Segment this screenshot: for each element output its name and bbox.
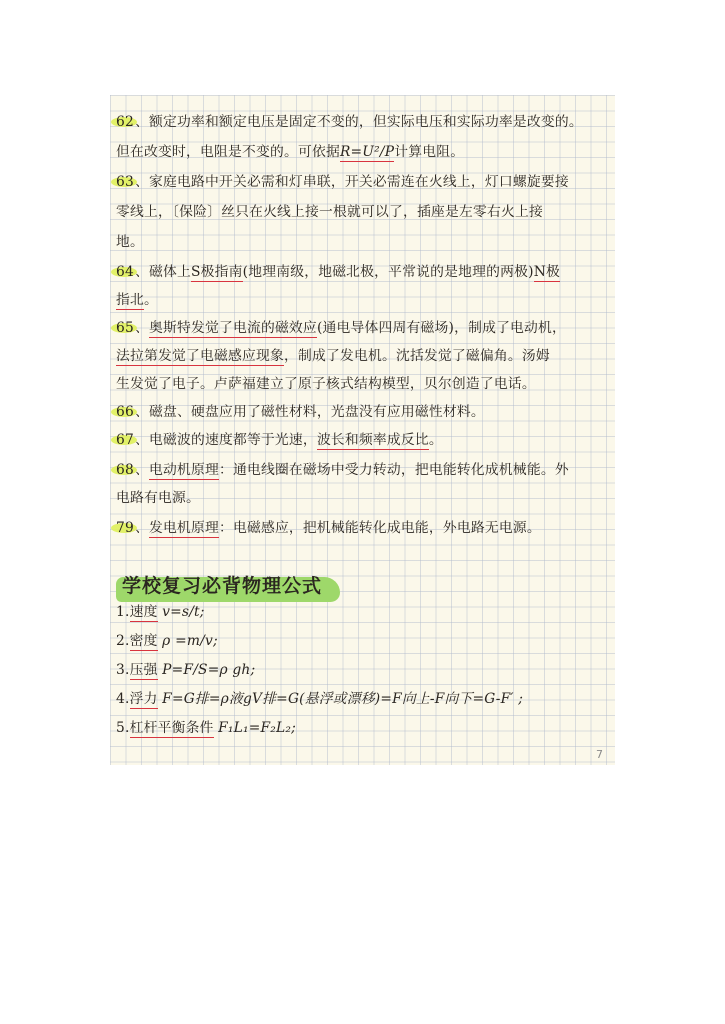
formula-expression: v=s/t; xyxy=(162,604,205,620)
formula-name: 压强 xyxy=(129,662,158,678)
note-number-66: 66 xyxy=(116,404,134,420)
formula-expression: P=F/S=ρ gh; xyxy=(162,662,256,678)
underline-n-pole: N极 xyxy=(533,264,561,280)
note-number-62: 62 xyxy=(116,114,134,130)
note-63-line3: 地。 xyxy=(116,234,144,250)
note-64-line2: 指北。 xyxy=(116,292,158,308)
underline-wavelength: 波长和频率成反比 xyxy=(316,432,429,448)
note-number-65: 65 xyxy=(116,320,134,336)
note-number-68: 68 xyxy=(116,462,134,478)
note-67: 67、电磁波的速度都等于光速，波长和频率成反比。 xyxy=(116,432,443,448)
formula-row: 5.杠杆平衡条件 F₁L₁=F₂L₂; xyxy=(116,720,296,736)
note-65-line2: 法拉第发觉了电磁感应现象，制成了发电机。沈括发觉了磁偏角。汤姆 xyxy=(116,348,550,364)
page-number: 7 xyxy=(596,748,603,761)
underline-motor: 电动机原理 xyxy=(148,462,219,478)
note-66: 66、磁盘、硬盘应用了磁性材料，光盘没有应用磁性材料。 xyxy=(116,404,485,420)
formula-name: 速度 xyxy=(129,604,158,620)
underline-faraday: 法拉第发觉了电磁感应现象 xyxy=(116,348,284,364)
formula-name: 密度 xyxy=(129,633,158,649)
note-62-line2: 但在改变时，电阻是不变的。可依据R=U²/P计算电阻。 xyxy=(116,144,465,160)
note-79: 79、发电机原理：电磁感应，把机械能转化成电能，外电路无电源。 xyxy=(116,520,541,536)
note-63-line1: 63、家庭电路中开关必需和灯串联，开关必需连在火线上，灯口螺旋要接 xyxy=(116,174,569,190)
note-number-79: 79 xyxy=(116,520,134,536)
note-63-line2: 零线上，〔保险〕丝只在火线上接一根就可以了，插座是左零右火上接 xyxy=(116,204,544,220)
note-68-line1: 68、电动机原理：通电线圈在磁场中受力转动，把电能转化成机械能。外 xyxy=(116,462,569,478)
section-title: 学校复习必背物理公式 xyxy=(120,569,336,600)
notebook-page xyxy=(110,95,615,765)
formula-name: 浮力 xyxy=(129,691,158,707)
note-number-67: 67 xyxy=(116,432,134,448)
note-number-63: 63 xyxy=(116,174,134,190)
note-65-line3: 生发觉了电子。卢萨福建立了原子核式结构模型，贝尔创造了电话。 xyxy=(116,376,536,392)
formula-expression: ρ =m/v; xyxy=(162,633,218,649)
formula-row: 3.压强 P=F/S=ρ gh; xyxy=(116,662,256,678)
underline-generator: 发电机原理 xyxy=(148,520,219,536)
formula-row: 1.速度 v=s/t; xyxy=(116,604,205,620)
underline-oersted: 奥斯特发觉了电流的磁效应 xyxy=(148,320,317,336)
formula-row: 4.浮力 F=G排=ρ液gV排=G(悬浮或漂移)=F向上-F向下=G-F′ ; xyxy=(116,691,524,707)
note-65-line1: 65、奥斯特发觉了电流的磁效应(通电导体四周有磁场)，制成了电动机， xyxy=(116,320,567,336)
underline-s-pole: S极指南 xyxy=(190,264,243,280)
formula-row: 2.密度 ρ =m/v; xyxy=(116,633,218,649)
formula-expression: F=G排=ρ液gV排=G(悬浮或漂移)=F向上-F向下=G-F′ ; xyxy=(162,691,524,707)
note-64-line1: 64、磁体上S极指南(地理南级，地磁北极，平常说的是地理的两极)N极 xyxy=(116,264,561,280)
note-68-line2: 电路有电源。 xyxy=(116,490,200,506)
note-number-64: 64 xyxy=(116,264,134,280)
formula-expression: F₁L₁=F₂L₂; xyxy=(218,720,296,736)
resistance-formula: R=U²/P xyxy=(339,144,395,160)
formula-name: 杠杆平衡条件 xyxy=(129,720,214,736)
note-62-line1: 62、额定功率和额定电压是固定不变的，但实际电压和实际功率是改变的。 xyxy=(116,114,583,130)
